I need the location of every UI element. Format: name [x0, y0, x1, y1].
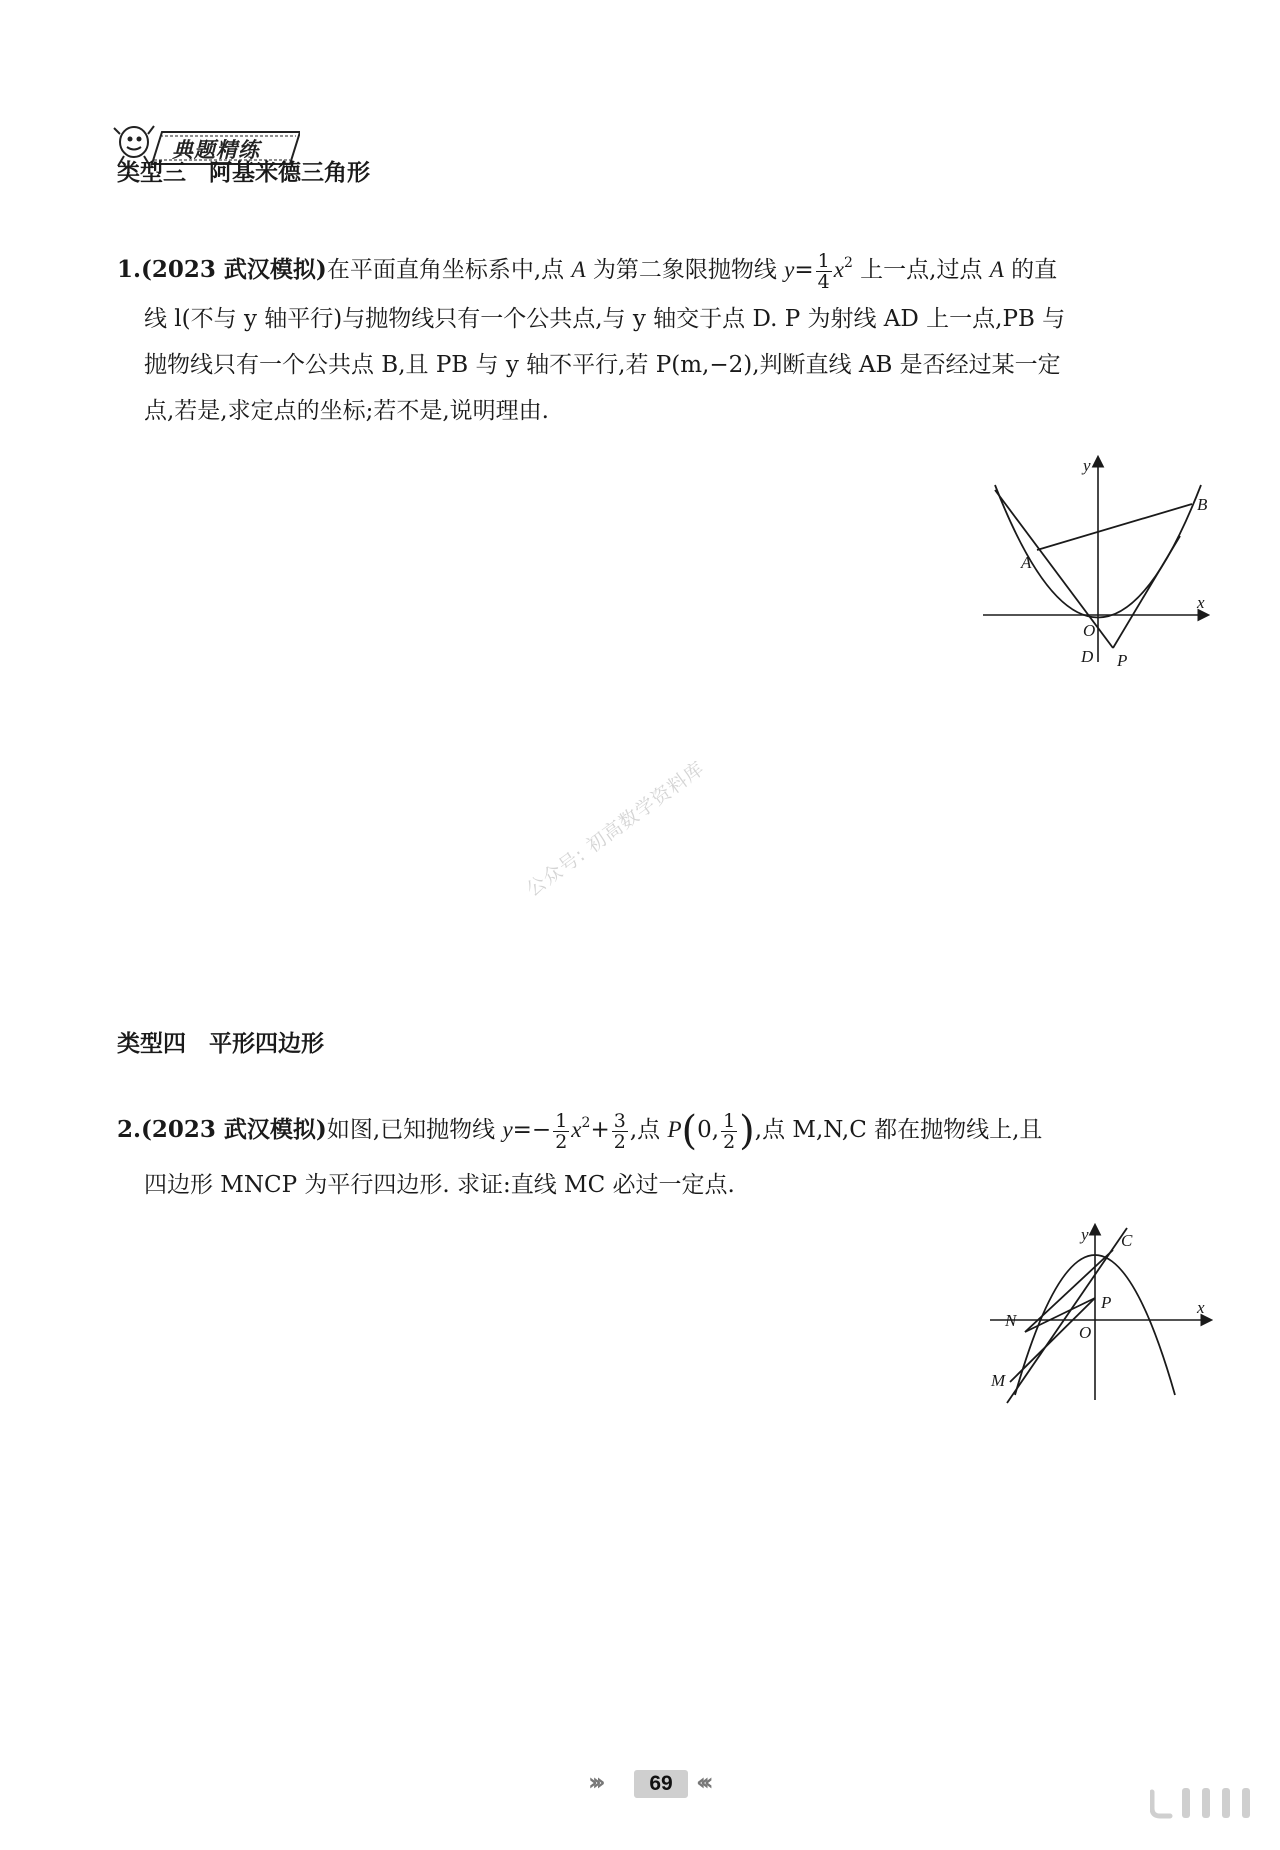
question-number: 1.	[117, 256, 142, 283]
line-ab	[1037, 504, 1192, 550]
label-y: y	[1081, 1225, 1089, 1244]
exponent: 2	[843, 255, 853, 271]
section-title-type4: 类型四 平形四边形	[117, 1031, 324, 1057]
eq-sign: =	[794, 257, 814, 283]
label-x: x	[1197, 593, 1205, 612]
question-source: (2023 武汉模拟)	[141, 1116, 327, 1143]
q2-text: ,点 M,N,C 都在抛物线上,且	[754, 1117, 1043, 1143]
eq-y: y	[784, 257, 795, 282]
line-ap	[995, 490, 1113, 648]
q1-line-3: 抛物线只有一个公共点 B,且 PB 与 y 轴不平行,若 P(m,−2),判断直线 AB 是否经过某一定	[144, 352, 1061, 378]
var-a: A	[989, 257, 1004, 282]
page-number: 69	[634, 1770, 688, 1798]
var-p: P	[667, 1117, 682, 1142]
eq-sign: =−	[512, 1117, 552, 1143]
section-title-type3: 类型三 阿基米德三角形	[117, 160, 370, 186]
label-c: C	[1121, 1231, 1133, 1250]
fraction	[612, 1111, 628, 1152]
fraction-numerator: 1	[555, 1109, 568, 1132]
bar-icon	[1182, 1788, 1190, 1818]
paren-close: )	[739, 1108, 755, 1154]
q1-text: 在平面直角坐标系中,点	[326, 257, 565, 283]
figure-2	[985, 1220, 1215, 1405]
fraction-numerator: 1	[817, 249, 830, 272]
fraction	[553, 1111, 569, 1152]
fraction	[721, 1111, 737, 1152]
label-d: D	[1081, 647, 1094, 666]
eq-y: y	[502, 1117, 513, 1142]
coord-zero: 0,	[697, 1117, 720, 1143]
chevrons-right-icon: ›››	[588, 1768, 600, 1796]
q2-text: 如图,已知抛物线	[326, 1117, 496, 1143]
viewer-controls[interactable]	[1150, 1782, 1270, 1832]
q1-text: 为第二象限抛物线	[592, 257, 777, 283]
eq-x: x	[833, 257, 844, 282]
bar-icon	[1222, 1788, 1230, 1818]
q1-line-2: 线 l(不与 y 轴平行)与抛物线只有一个公共点,与 y 轴交于点 D. P 为射线 AD 上一点,PB 与	[144, 306, 1066, 332]
fraction-denominator: 2	[555, 1130, 568, 1153]
watermark: 公众号: 初高数学资料库	[522, 757, 709, 902]
q1-text: 上一点,过点	[860, 257, 983, 283]
eq-x: x	[571, 1117, 582, 1142]
fraction-denominator: 4	[817, 270, 830, 293]
label-a: A	[1021, 553, 1032, 572]
bracket-icon	[1152, 1792, 1170, 1816]
label-p: P	[1117, 651, 1128, 670]
fraction-numerator: 3	[613, 1109, 626, 1132]
label-x: x	[1197, 1298, 1205, 1317]
label-m: M	[991, 1371, 1006, 1390]
fraction-denominator: 2	[723, 1130, 736, 1153]
label-o: O	[1079, 1323, 1092, 1342]
q1-line-1	[117, 240, 1057, 293]
fraction-denominator: 2	[613, 1130, 626, 1153]
chevrons-left-icon: ‹‹‹	[696, 1768, 708, 1796]
figure-1	[975, 450, 1215, 672]
label-y: y	[1083, 456, 1091, 475]
label-o: O	[1083, 621, 1096, 640]
label-b: B	[1197, 495, 1208, 514]
q2-line-1	[117, 1100, 1042, 1154]
label-p: P	[1101, 1293, 1112, 1312]
bar-icon	[1202, 1788, 1210, 1818]
question-source: (2023 武汉模拟)	[141, 256, 327, 283]
fraction	[816, 251, 832, 292]
plus-sign: +	[590, 1117, 610, 1143]
paren-open: (	[681, 1108, 698, 1154]
line-pb	[1113, 536, 1180, 648]
q1-line-4: 点,若是,求定点的坐标;若不是,说明理由.	[144, 398, 549, 424]
q2-text: ,点	[629, 1117, 661, 1143]
banner-label: 典题精练	[172, 138, 260, 162]
label-n: N	[1005, 1311, 1017, 1330]
page-number-footer	[588, 1768, 738, 1802]
q1-text: 的直	[1011, 257, 1058, 283]
question-number: 2.	[117, 1116, 142, 1143]
q2-line-2: 四边形 MNCP 为平行四边形. 求证:直线 MC 必过一定点.	[144, 1172, 735, 1198]
fraction-numerator: 1	[723, 1109, 736, 1132]
exponent: 2	[581, 1115, 591, 1131]
var-a: A	[571, 257, 586, 282]
bar-icon	[1242, 1788, 1250, 1818]
